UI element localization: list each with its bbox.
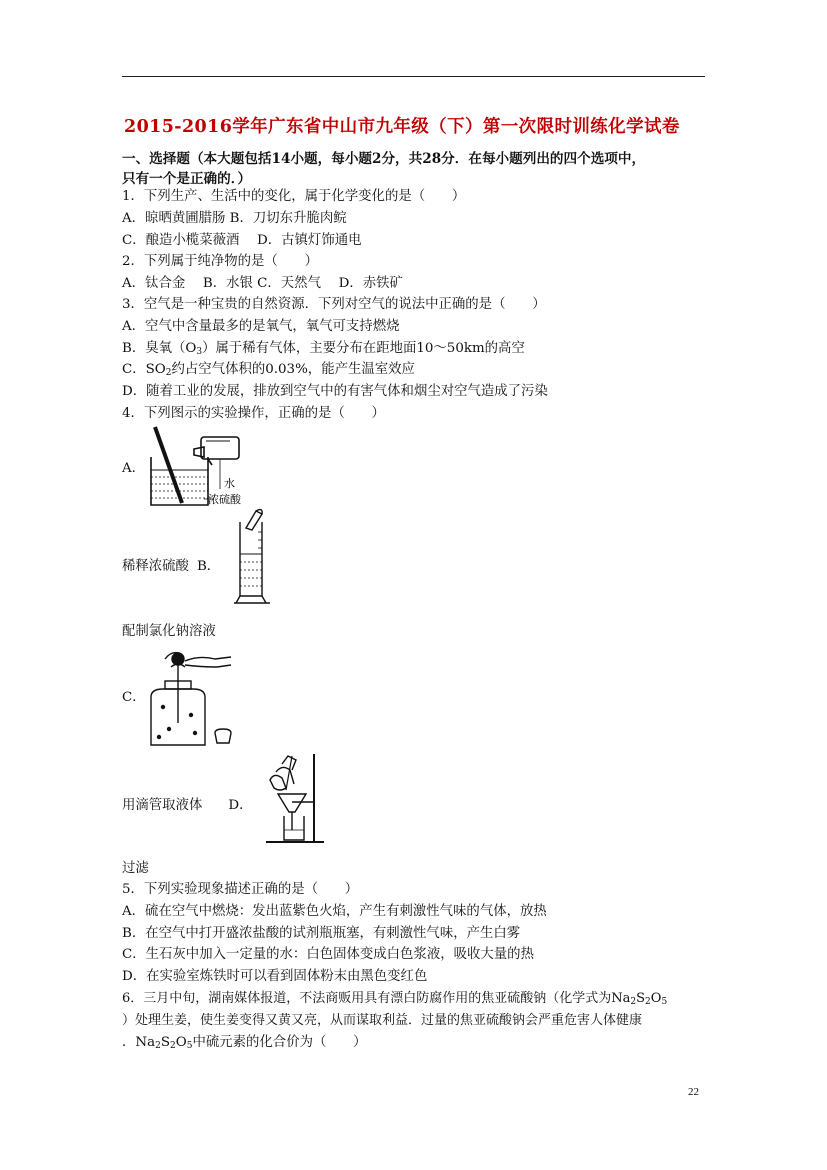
q3-option-c: C．$SO_2$约占空气体积的0.03%，能产生温室效应 — [122, 362, 415, 378]
section-heading-line2: 只有一个是正确的．） — [122, 171, 252, 187]
q4-stem: 4．下列图示的实验操作，正确的是（ ） — [122, 406, 385, 421]
q4-option-d-label: D． — [228, 798, 253, 813]
q5-option-a: A．硫在空气中燃烧：发出蓝紫色火焰，产生有刺激性气味的气体，放热 — [122, 904, 547, 919]
q3-option-b: B．臭氧$(O_3)$属于稀有气体，主要分布在距地面10～50km的高空 — [122, 341, 525, 357]
q3-option-d: D．随着工业的发展，排放到空气中的有害气体和烟尘对空气造成了污染 — [122, 384, 548, 399]
q4-option-b-label: B． — [196, 559, 221, 574]
q4-option-c-caption: 用滴管取液体 D． — [122, 798, 253, 813]
header-rule — [122, 76, 705, 77]
q2-options: A．钛合金 B．水银 C．天然气 D．赤铁矿 — [122, 276, 403, 291]
q3-stem: 3．空气是一种宝贵的自然资源．下列对空气的说法中正确的是（ ） — [122, 297, 546, 312]
section-heading-line1: 一、选择题（本大题包括14小题，每小题2分，共28分．在每小题列出的四个选项中， — [122, 151, 646, 167]
q5-option-c: C．生石灰中加入一定量的水：白色固体变成白色浆液，吸收大量的热 — [122, 947, 534, 962]
q6-line1: 6．三月中旬，湖南媒体报道，不法商贩用具有漂白防腐作用的焦亚硫酸钠（化学式为$Na_2S_2O_5$ — [122, 991, 668, 1007]
dropper-bottle-figure — [145, 645, 233, 749]
q6-line2: ）处理生姜，使生姜变得又黄又亮，从而谋取利益．过量的焦亚硫酸钠会严重危害人体健康 — [122, 1013, 643, 1028]
q4-option-c-label: C． — [122, 690, 146, 705]
q1-options-cd: C．酿造小榄菜薇酒 D．古镇灯饰通电 — [122, 233, 362, 248]
q1-options-ab: A．晾晒黄圃腊肠 B．刀切东升脆肉鲩 — [122, 211, 347, 226]
graduated-cylinder-figure — [232, 508, 272, 606]
acid-label: 浓硫酸 — [208, 493, 241, 506]
dilute-acid-figure — [148, 425, 248, 507]
q4-option-d-caption: 过滤 — [122, 861, 149, 876]
q3-option-a: A．空气中含量最多的是氧气，氧气可支持燃烧 — [122, 319, 400, 334]
water-label: 水 — [224, 477, 235, 490]
page-number: 22 — [688, 1086, 699, 1098]
q5-option-d: D．在实验室炼铁时可以看到固体粉末由黑色变红色 — [122, 969, 428, 984]
q5-stem: 5．下列实验现象描述正确的是（ ） — [122, 882, 359, 897]
page-title: 2015-2016学年广东省中山市九年级（下）第一次限时训练化学试卷 — [124, 117, 680, 137]
q2-stem: 2．下列属于纯净物的是（ ） — [122, 254, 318, 269]
q4-option-a-caption: 稀释浓硫酸 B． — [122, 559, 221, 574]
q1-stem: 1．下列生产、生活中的变化，属于化学变化的是（ ） — [122, 189, 466, 204]
q4-option-b-caption: 配制氯化钠溶液 — [122, 624, 216, 639]
q5-option-b: B．在空气中打开盛浓盐酸的试剂瓶瓶塞，有刺激性气味，产生白雾 — [122, 926, 521, 941]
q6-line3: ．$Na_2S_2O_5$中硫元素的化合价为（ ） — [122, 1035, 367, 1051]
q4-option-a-label: A． — [122, 461, 146, 476]
filtration-figure — [262, 750, 326, 848]
